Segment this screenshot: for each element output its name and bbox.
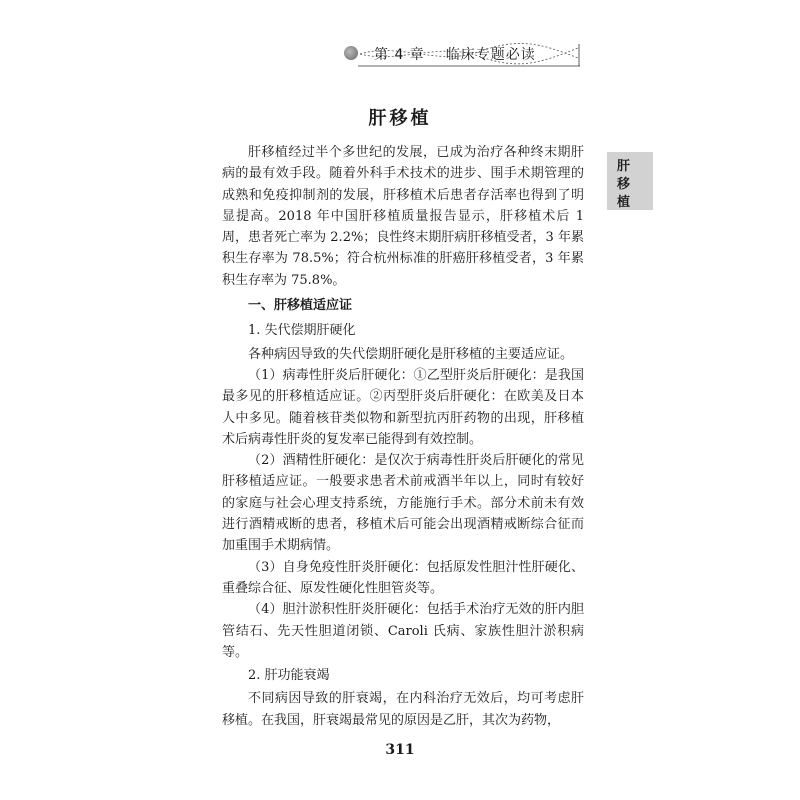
section-heading: 一、肝移植适应证 [248,298,353,314]
side-tab-char-2: 移 [617,177,631,192]
paragraph: （2）酒精性肝硬化：是仅次于病毒性肝炎后肝硬化的常见肝移植适应证。一般要求患者术前戒酒半年以上，同时有较好的家庭与社会心理支持系统，方能施行手术。部分术前未有效进行酒精戒断的患者，移植术后可能会出现酒精戒断综合征而加重围手术期病情。 [222,453,584,554]
side-tab-char-3: 植 [617,195,631,210]
paragraph: 不同病因导致的肝衰竭，在内科治疗无效后，均可考虑肝移植。在我国，肝衰竭最常见的原因是乙肝，其次为药物， [222,691,584,728]
page-title: 肝移植 [368,108,432,129]
paragraph: 各种病因导致的失代偿期肝硬化是肝移植的主要适应证。 [248,346,574,362]
body-text [222,142,584,731]
paragraph: （3）自身免疫性肝炎肝硬化：包括原发性胆汁性肝硬化、重叠综合征、原发性硬化性胆管炎等。 [222,559,584,596]
paragraph-intro: 肝移植经过半个多世纪的发展，已成为治疗各种终末期肝病的最有效手段。随着外科手术技术的进步、围手术期管理的成熟和免疫抑制剂的发展，肝移植术后患者存活率也得到了明显提高。2018 年中国肝移植质量报告显示，肝移植术后 1 周，患者死亡率为 2.2%；良性终末期肝病肝移植受者，3 年累积生存率为 78.5%；符合杭州标准的肝癌肝移植受者，3 年累积生存率为 75.8%。 [222,145,584,288]
paragraph: （4）胆汁淤积性肝炎肝硬化：包括手术治疗无效的肝内胆管结石、先天性胆道闭锁、Caroli 氏病、家族性胆汁淤积病等。 [222,602,584,660]
header-bullet-icon [344,46,358,60]
paragraph: （1）病毒性肝炎后肝硬化：①乙型肝炎后肝硬化：是我国最多见的肝移植适应证。②丙型肝炎后肝硬化：在欧美及日本人中多见。随着核苷类似物和新型抗丙肝药物的出现，肝移植术后病毒性肝炎的复发率已能得到有效控制。 [222,367,584,447]
running-header [374,44,536,64]
side-tab-char-1: 肝 [617,159,631,174]
subsection-heading-1: 1. 失代偿期肝硬化 [248,323,356,339]
page-number: 311 [385,742,415,758]
section-label: 临床专题必读 [445,47,536,63]
chapter-label: 第 4 章 [374,47,425,63]
side-tab [607,152,653,210]
subsection-heading-2: 2. 肝功能衰竭 [248,668,330,684]
